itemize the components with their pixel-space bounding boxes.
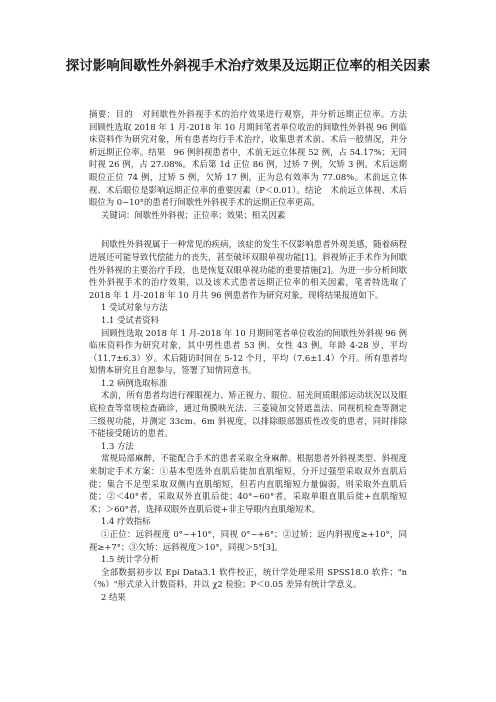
- paragraph-1-4: ①正位：远斜视度 0°~+10°，同视 0°~+6°；②过矫：远内斜视度≥+10°，同视≥+7°；③欠矫：远斜视度＞10°，同视＞5°[3]。: [89, 529, 407, 552]
- section-heading-1-1: 1.1 受试者资料: [101, 314, 159, 325]
- intro-paragraph: 间歇性外斜视属于一种常见的疾病，该症的发生不仅影响患者外观美感，随着病程进展还可能导致代偿能力的丧失，甚至破坏双眼单视功能[1]。斜视矫正手术作为间歇性外斜视的主要治疗手段，也是恢复双眼单视功能的重要措施[2]。为进一步分析间歇性外斜视手术的治疗效果，以及该术式患者远期正位率的相关因素，笔者特选取了 2018 年 1 月-2018 年 10 月共 96 例患者作为研究对象，现将结果报道如下。: [89, 239, 407, 300]
- section-heading-1-3: 1.3 方法: [101, 440, 134, 451]
- paragraph-1-2: 术前，所有患者均进行裸眼视力、矫正视力、眼位、屈光间质眼部运动状况以及眼底检查等常规检查确诊，通过角膜映光法、三菱镜加交替遮盖法、同视机检查等测定三级视功能，并测定 33cm、6m 斜视度，以排除眼部器质性改变的患者，同时排除不能接受随访的患者。: [89, 390, 407, 439]
- paragraph-1-1: 回顾性选取 2018 年 1 月-2018 年 10 月期间笔者单位收治的间歇性外斜视 96 例临床资料作为研究对象，其中男性患者 53 例、女性 43 例，年龄 4-28 岁，平均（11.7±6.3）岁。术后随访时间在 5-12 个月，平均（7.6±1.4）个月。所有患者均知情本研究且自愿参与，签署了知情同意书。: [89, 327, 407, 376]
- section-heading-2: 2 结果: [101, 591, 126, 602]
- section-heading-1-5: 1.5 统计学分析: [101, 554, 159, 565]
- section-heading-1-2: 1.2 病例选取标准: [101, 377, 168, 388]
- paragraph-1-3: 常规局部麻醉，不能配合手术的患者采取全身麻醉。根据患者外斜视类型、斜视度来制定手术方案：①基本型选外直肌后徙加直肌缩短，分开过强型采取双外直肌后徙；集合不足型采取双侧内直肌缩短，但若内直肌缩短力量偏弱，则采取外直肌后徙；②＜40°者，采取双外直肌后徙；40°~60°者，采取单眼直肌后徙+直肌缩短术；＞60°者，选择双眼外直肌后徙+非主导眼内直肌缩短术。: [89, 453, 407, 514]
- keywords-line: 关键词：间歇性外斜视；正位率；效果；相关因素: [101, 209, 286, 220]
- section-heading-1-4: 1.4 疗效指标: [101, 516, 151, 527]
- abstract-paragraph: 摘要：目的 对间歇性外斜视手术的治疗效果进行观察，并分析远期正位率。方法 回顾性选取 2018 年 1 月-2018 年 10 月期间笔者单位收治的间歇性外斜视 96 例临床资料作为研究对象，所有患者均行手术治疗，收集患者术前、术后一般情况，并分析远期正位率。结果 96 例斜视患者中，术前无远立体视 52 例，占 54.17%；无同时视 26 例，占 27.08%。术后第 1d 正位 86 例，过矫 7 例，欠矫 3 例。术后远期眼位正位 74 例，过矫 5 例，欠矫 17 例，正为总有效率为 77.08%。术前远立体视、术后眼位是影响远期正位率的重要因素（P＜0.01）。结论 术前远立体视、术后眼位为 0~10°的患者行间歇性外斜视手术的远期正位率更高。: [89, 109, 416, 208]
- paper-title: 探讨影响间歇性外斜视手术治疗效果及远期正位率的相关因素: [65, 58, 431, 74]
- section-gap: [89, 221, 407, 238]
- paragraph-1-5: 全部数据初步以 Epi Data3.1 软件校正，统计学处理采用 SPSS18.0 软件；"n（%）"形式录入计数资料，并以 χ2 检验；P＜0.05 差异有统计学意义。: [89, 566, 407, 590]
- paper-body: [89, 108, 416, 604]
- section-heading-1: 1 受试对象与方法: [101, 302, 168, 313]
